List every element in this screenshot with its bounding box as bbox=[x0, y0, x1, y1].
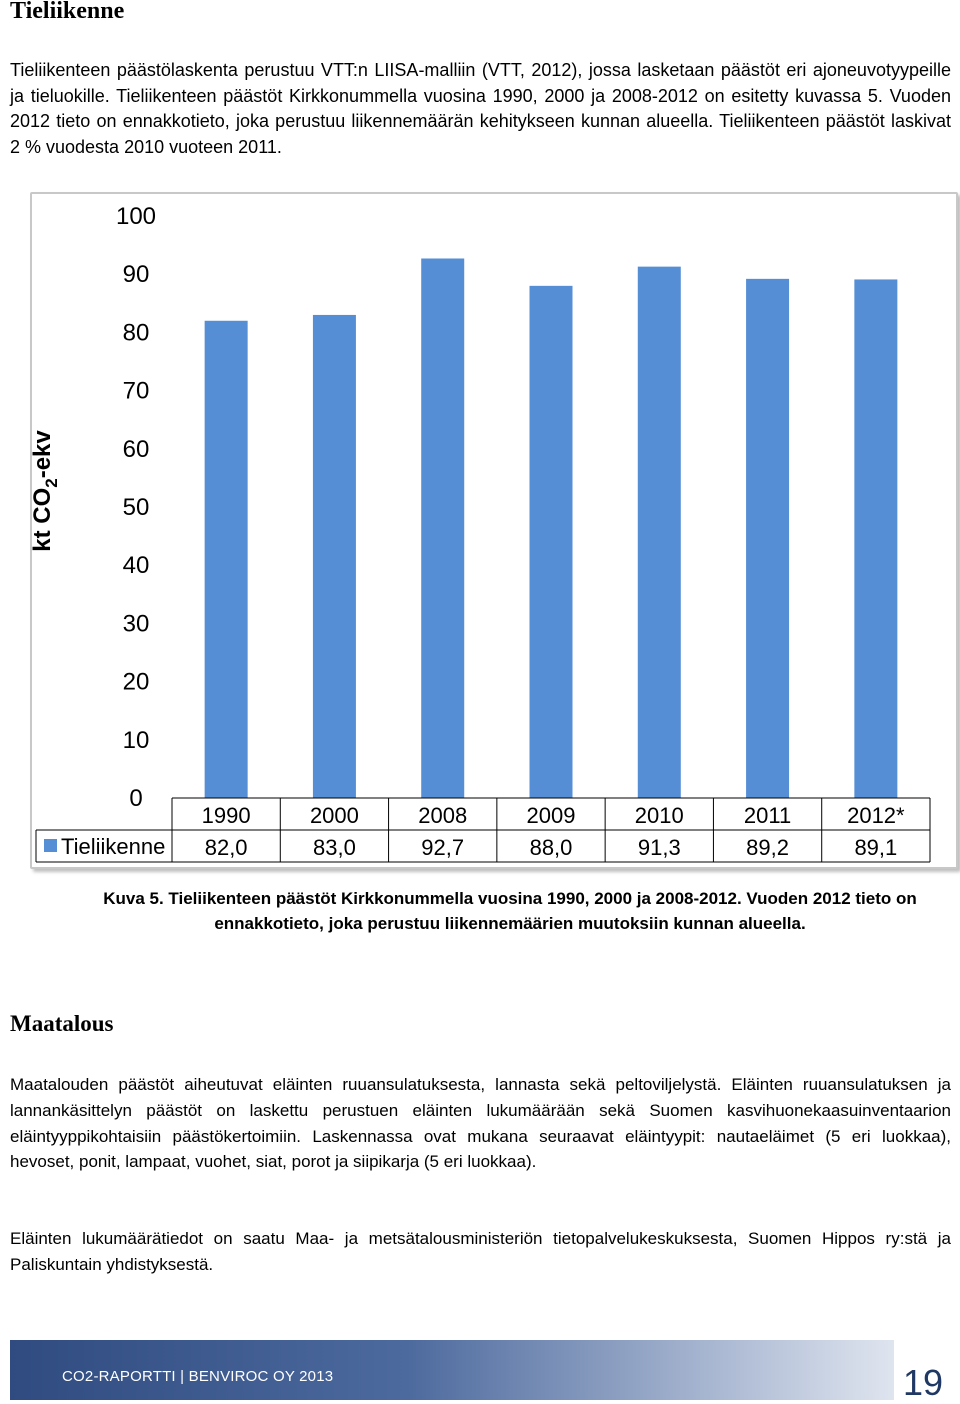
x-category-label: 2012* bbox=[847, 803, 905, 828]
data-value-label: 89,1 bbox=[854, 835, 898, 860]
bar bbox=[530, 286, 573, 798]
maatalous-paragraph-2: Eläinten lukumäärätiedot on saatu Maa- ja metsätalousministeriön tietopalvelukeskuksesta, Suomen Hippos ry:stä ja Paliskuntain yhdistyksestä. bbox=[10, 1229, 951, 1274]
x-category-label: 2008 bbox=[418, 803, 468, 828]
y-tick-label: 60 bbox=[122, 435, 150, 463]
emissions-chart bbox=[30, 192, 958, 869]
x-category-label: 1990 bbox=[201, 803, 251, 828]
data-value-label: 83,0 bbox=[313, 835, 356, 860]
x-category-label: 2010 bbox=[634, 803, 684, 828]
data-value-label: 91,3 bbox=[637, 835, 681, 860]
data-value-label: 82,0 bbox=[204, 835, 248, 860]
bar bbox=[205, 321, 248, 798]
bar bbox=[421, 258, 464, 798]
figure-caption: Kuva 5. Tieliikenteen päästöt Kirkkonummella vuosina 1990, 2000 ja 2008-2012. Vuoden 2012 tieto on ennakkotieto, joka perustuu liikennemäärien muutoksiin kunnan alueella. bbox=[103, 889, 917, 933]
x-category-label: 2009 bbox=[526, 803, 576, 828]
section-heading-tieliikenne: Tieliikenne bbox=[10, 0, 125, 24]
legend-label: Tieliikenne bbox=[61, 834, 166, 859]
x-category-label: 2011 bbox=[743, 803, 792, 828]
data-value-label: 92,7 bbox=[421, 835, 465, 860]
y-axis-title: kt $CO_2$-ekv bbox=[29, 430, 61, 552]
footer-report-label: CO2-RAPORTTI | BENVIROC OY 2013 bbox=[62, 1368, 334, 1385]
y-tick-label: 30 bbox=[122, 610, 150, 638]
chart-svg bbox=[29, 194, 956, 867]
page-number: 19 bbox=[903, 1362, 944, 1403]
y-tick-label: 20 bbox=[122, 668, 150, 696]
y-tick-label: 100 bbox=[115, 203, 157, 230]
bar bbox=[638, 267, 681, 798]
legend-key bbox=[44, 839, 57, 852]
bar bbox=[313, 315, 356, 798]
maatalous-paragraph-1: Maatalouden päästöt aiheutuvat eläinten ruuansulatuksesta, lannasta sekä peltoviljelystä. Eläinten ruuansulatuksen ja lannankäsittelyn päästöt on laskettu perustuen eläinten lukumäärään sekä Suomen kasvihuonekaasuinventaarion eläintyyppikohtaisiin päästökertoimiin. Laskennassa ovat mukana seuraavat eläintyypit: nautaeläimet (5 eri luokkaa), hevoset, ponit, lampaat, vuohet, siat, porot ja siipikarja (5 eri luokkaa). bbox=[10, 1075, 951, 1172]
x-category-label: 2000 bbox=[309, 803, 359, 828]
y-tick-label: 80 bbox=[122, 319, 150, 347]
intro-paragraph: Tieliikenteen päästölaskenta perustuu VTT:n LIISA-malliin (VTT, 2012), jossa lasketaan päästöt eri ajoneuvotyypeille ja tieluokille. Tieliikenteen päästöt Kirkkonummella vuosina 1990, 2000 ja 2008-2012 on esitetty kuvassa 5. Vuoden 2012 tieto on ennakkotieto, joka perustuu liikennemäärän kehitykseen kunnan alueella. Tieliikenteen päästöt laskivat 2 % vuodesta 2010 vuoteen 2011. bbox=[10, 60, 951, 157]
section-heading-maatalous: Maatalous bbox=[10, 1011, 114, 1036]
y-tick-label: 90 bbox=[122, 261, 150, 289]
data-value-label: 88,0 bbox=[529, 835, 573, 860]
bar bbox=[854, 279, 897, 798]
data-value-label: 89,2 bbox=[746, 835, 789, 860]
y-tick-label: 0 bbox=[129, 785, 143, 812]
y-tick-label: 70 bbox=[122, 377, 150, 405]
bar bbox=[746, 279, 789, 798]
y-tick-label: 40 bbox=[122, 552, 150, 580]
y-tick-label: 10 bbox=[122, 726, 150, 754]
y-tick-label: 50 bbox=[122, 494, 150, 521]
